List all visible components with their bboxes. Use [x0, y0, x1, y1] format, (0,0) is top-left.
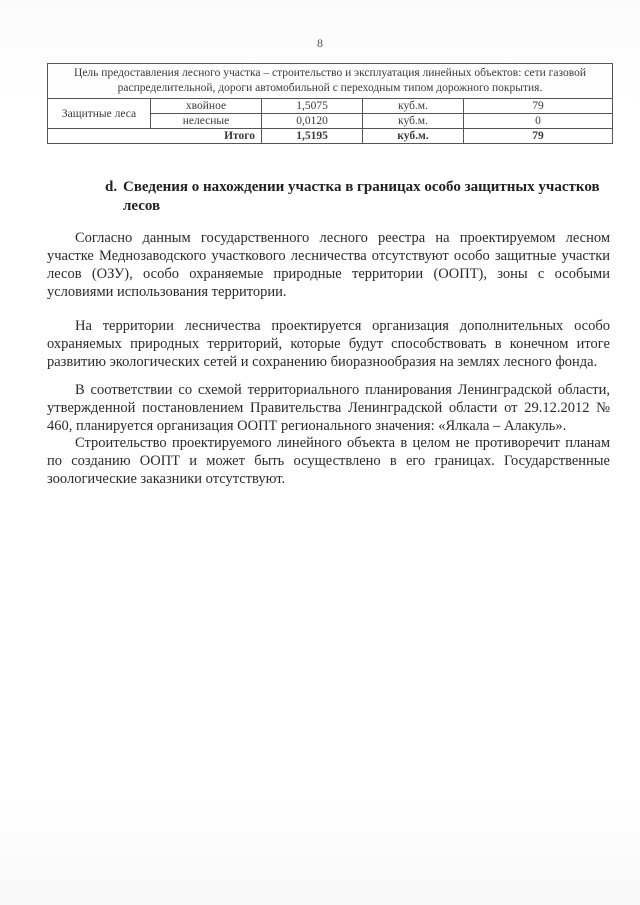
section-heading — [105, 178, 615, 216]
page-number: 8 — [317, 36, 323, 50]
total-unit-cell: куб.м. — [363, 129, 464, 144]
paragraph-text: Строительство проектируемого линейного объекта в целом не противоречит планам по созданию ООПТ и может быть осуществлено в его границах. Государственные зоологические заказники отсутствуют. — [47, 435, 610, 487]
total-volume-cell: 1,5195 — [262, 129, 363, 144]
unit-cell: куб.м. — [363, 99, 464, 114]
section-heading-line2: лесов — [123, 198, 161, 214]
forest-category-cell: Защитные леса — [48, 99, 151, 129]
unit-cell: куб.м. — [363, 114, 464, 129]
paragraph-ozu-absence — [47, 229, 610, 301]
volume-cell: 1,5075 — [262, 99, 363, 114]
paragraph-construction-conclusion — [47, 434, 610, 488]
paragraph-text: На территории лесничества проектируется организация дополнительных особо охраняемых природных территорий, которые будут способствовать в конечном итоге развитию экологических сетей и сохранению биоразнообразия на землях лесного фонда. — [47, 318, 610, 370]
section-heading-line1 — [105, 178, 615, 197]
paragraph-planned-oopt — [47, 317, 610, 371]
table-row — [48, 99, 613, 114]
paragraph-text: Согласно данным государственного лесного реестра на проектируемом лесном участке Меднозаводского участкового лесничества отсутствуют особо защитные участки лесов (ОЗУ), особо охраняемые природные территории (ООПТ), зоны с особыми условиями использования территории. — [47, 230, 610, 300]
forest-type-cell: хвойное — [151, 99, 262, 114]
paragraph-text: В соответствии со схемой территориального планирования Ленинградской области, утвержденной постановлением Правительства Ленинградской области от 29.12.2012 № 460, планируется организация ООПТ регионального значения: «Ялкала – Алакуль». — [47, 382, 610, 434]
total-label-cell: Итого — [48, 129, 262, 144]
value-cell: 79 — [464, 99, 613, 114]
table-total-row — [48, 129, 613, 144]
section-letter: d. — [105, 179, 118, 195]
table-purpose-cell: Цель предоставления лесного участка – строительство и эксплуатация линейных объектов: сети газовой распределительной, дороги автомобильной с переходным типом дорожного покрытия. — [48, 64, 613, 99]
value-cell: 0 — [464, 114, 613, 129]
section-heading-text: Сведения о нахождении участка в границах особо защитных участков — [123, 179, 600, 195]
forest-type-cell: нелесные — [151, 114, 262, 129]
table-purpose-row — [48, 64, 613, 99]
total-value-cell: 79 — [464, 129, 613, 144]
volume-cell: 0,0120 — [262, 114, 363, 129]
paragraph-territorial-planning — [47, 381, 610, 435]
forest-volume-table — [47, 63, 613, 144]
